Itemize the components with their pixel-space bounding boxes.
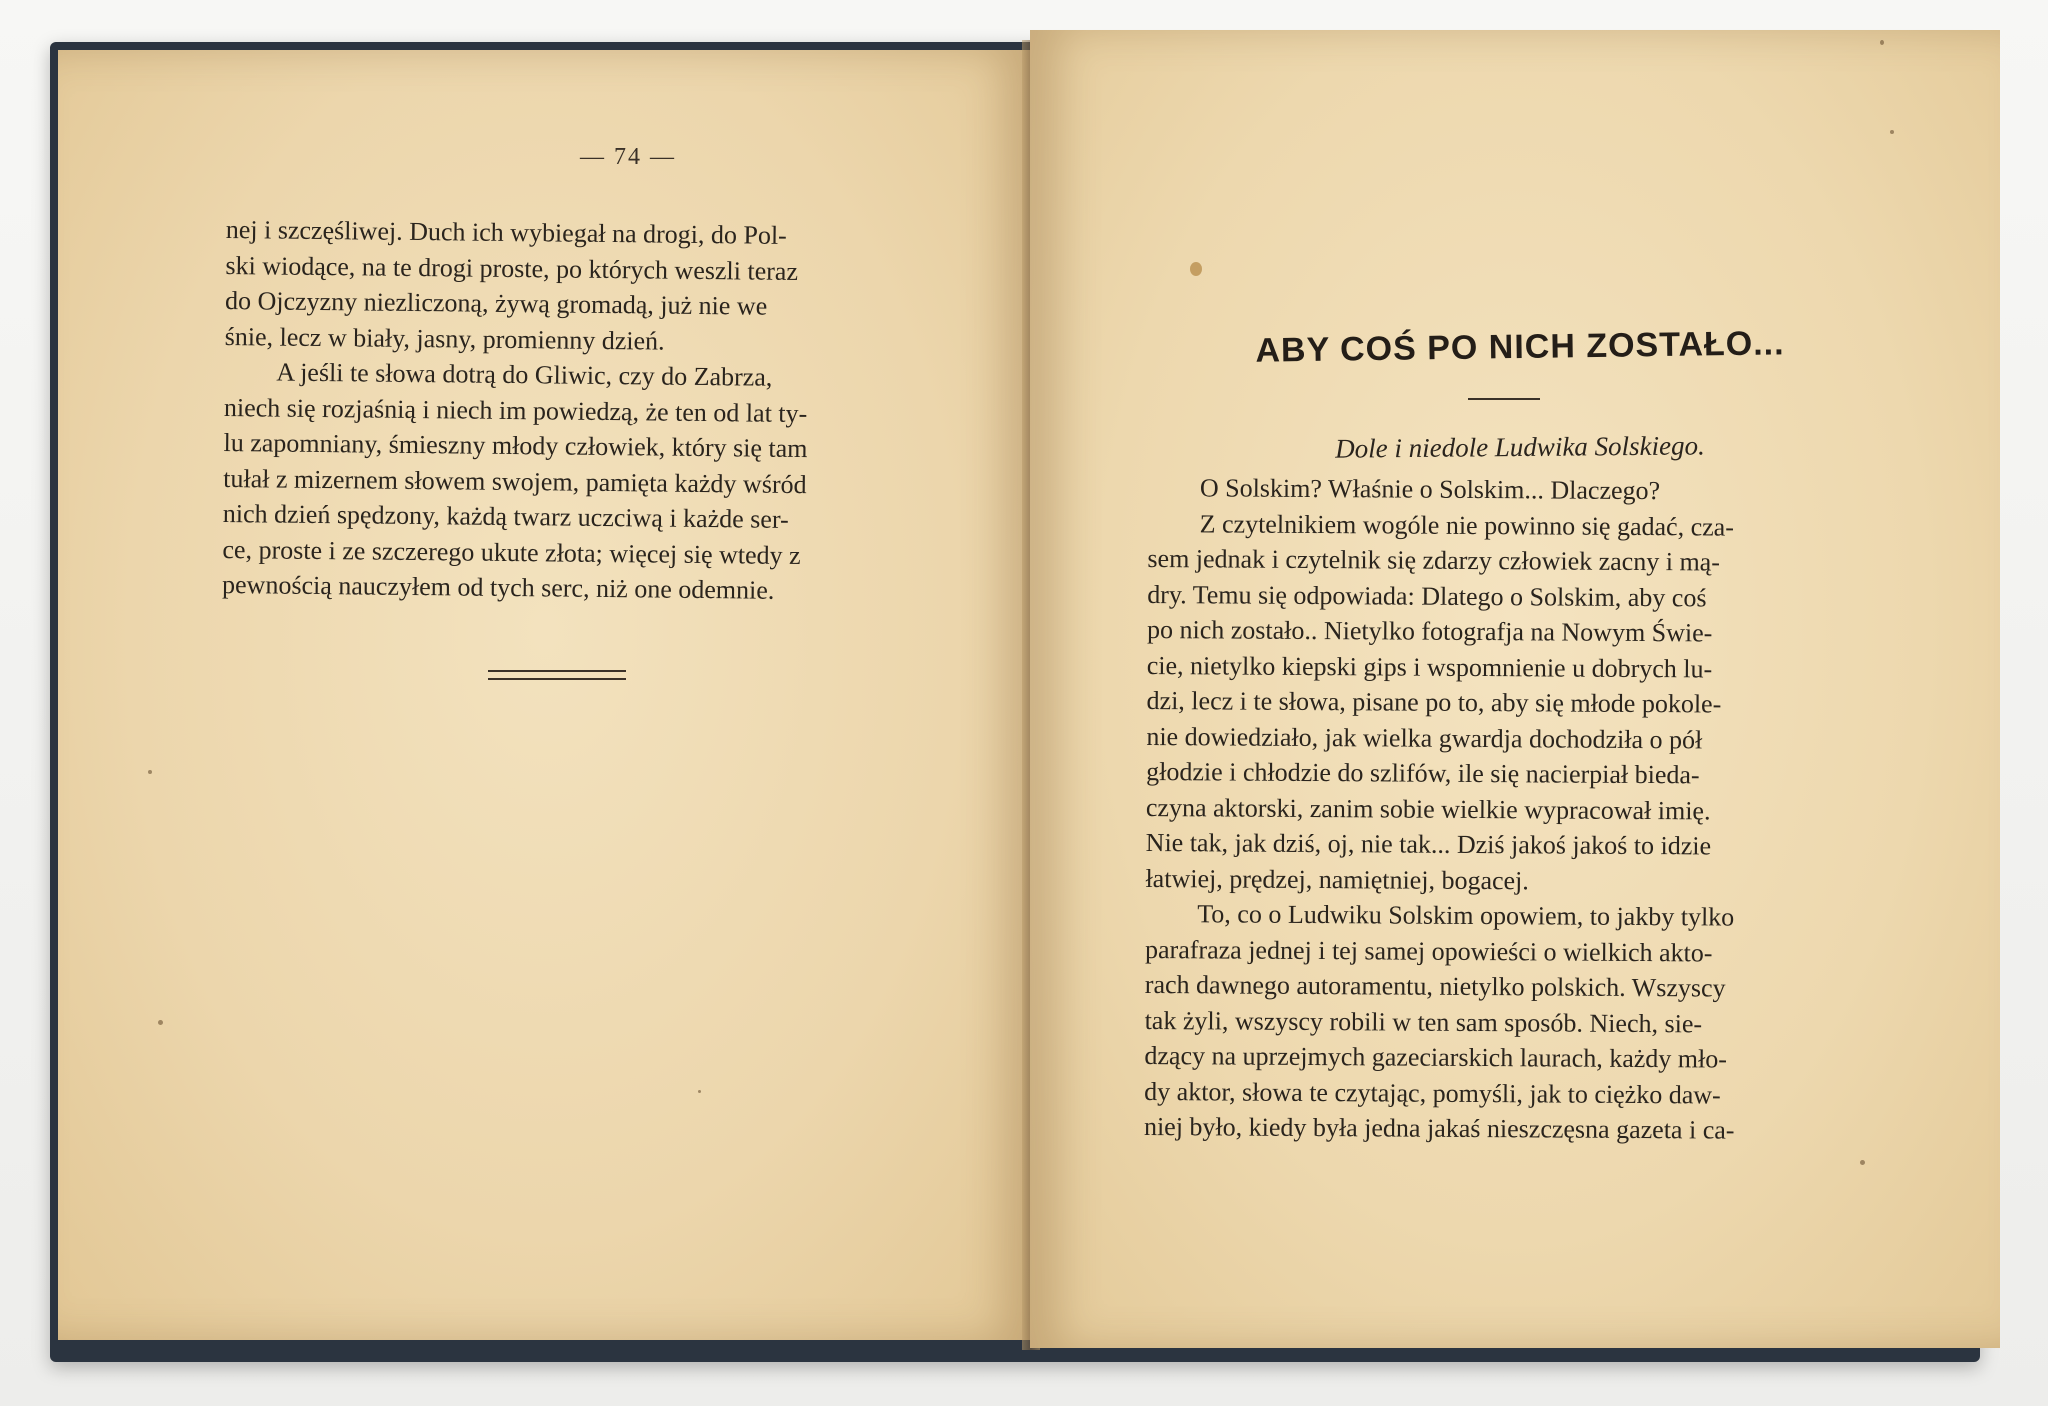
text-line: nich dzień spędzony, każdą twarz uczciwą i każde ser- [222, 498, 789, 534]
text-line: A jeśli te słowa dotrą do Gliwic, czy do Zabrza, [276, 357, 773, 392]
text-line: tak żyli, wszyscy robili w ten sam sposób. Niech, sie- [1144, 1005, 1703, 1038]
left-page-text [222, 212, 971, 610]
text-line: lu zapomniany, śmieszny młody człowiek, który się tam [223, 427, 808, 464]
paper-speck [148, 770, 152, 774]
paper-speck [1860, 1160, 1865, 1165]
text-line: Z czytelnikiem wogóle nie powinno się gadać, cza- [1199, 508, 1735, 542]
text-line: tułał z mizernem słowem swojem, pamięta każdy wśród [223, 463, 807, 499]
paper-speck [1890, 130, 1894, 134]
paper-speck [1880, 40, 1884, 45]
chapter-subtitle: Dole i niedole Ludwika Solskiego. [1335, 430, 1705, 464]
text-line: nej i szczęśliwej. Duch ich wybiegał na drogi, do Pol- [225, 214, 787, 250]
page-number: — 74 — [580, 144, 676, 170]
text-line: cie, nietylko kiepski gips i wspomnienie u dobrych lu- [1146, 650, 1713, 683]
title-rule [1468, 398, 1540, 400]
text-line: rach dawnego autoramentu, nietylko polskich. Wszyscy [1144, 969, 1726, 1003]
text-line: czyna aktorski, zanim sobie wielkie wypracował imię. [1145, 792, 1711, 825]
text-line: O Solskim? Właśnie o Solskim... Dlaczego? [1199, 473, 1661, 506]
text-line: ce, proste i ze szczerego ukute złota; więcej się wtedy z [222, 534, 801, 570]
text-line: ski wiodące, na te drogi proste, po których weszli teraz [225, 250, 799, 286]
section-end-rule [488, 670, 626, 680]
paper-speck [158, 1020, 163, 1025]
text-line: To, co o Ludwiku Solskim opowiem, to jakby tylko [1197, 899, 1735, 932]
text-line: po nich zostało.. Nietylko fotografja na Nowym Świe- [1146, 614, 1713, 648]
text-line: niech się rozjaśnią i niech im powiedzą, że ten od lat ty- [223, 392, 808, 428]
text-line: dzący na uprzejmych gazeciarskich laurach, każdy mło- [1144, 1040, 1728, 1074]
text-line: pewnością nauczyłem od tych serc, niż one odemnie. [221, 569, 775, 605]
text-line: sem jednak i czytelnik się zdarzy człowiek zacny i mą- [1147, 543, 1721, 577]
text-line: Nie tak, jak dziś, oj, nie tak... Dziś jakoś jakoś to idzie [1145, 827, 1712, 861]
chapter-title: ABY COŚ PO NICH ZOSTAŁO... [1255, 324, 1785, 370]
text-line: do Ojczyzny niezliczoną, żywą gromadą, już nie we [224, 285, 768, 321]
text-line: niej było, kiedy była jedna jakaś nieszczęsna gazeta i ca- [1143, 1111, 1735, 1145]
text-line: śnie, lecz w biały, jasny, promienny dzień. [224, 321, 665, 356]
paper-speck [698, 1090, 701, 1093]
paper-stain [1190, 262, 1202, 276]
right-page-text [1144, 470, 1918, 1149]
left-page [58, 50, 1032, 1340]
text-line: dry. Temu się odpowiada: Dlatego o Solskim, aby coś [1147, 579, 1707, 612]
text-line: dy aktor, słowa te czytając, pomyśli, jak to ciężko daw- [1144, 1076, 1721, 1110]
text-line: głodzie i chłodzie do szlifów, ile się nacierpiał bieda- [1146, 756, 1700, 790]
text-line: łatwiej, prędzej, namiętniej, bogacej. [1145, 863, 1529, 895]
text-line: parafraza jednej i tej samej opowieści o wielkich akto- [1144, 934, 1713, 967]
right-page [1030, 30, 2000, 1348]
text-line: nie dowiedziało, jak wielka gwardja dochodziła o pół [1146, 721, 1703, 754]
text-line: dzi, lecz i te słowa, pisane po to, aby się młode pokole- [1146, 685, 1722, 719]
